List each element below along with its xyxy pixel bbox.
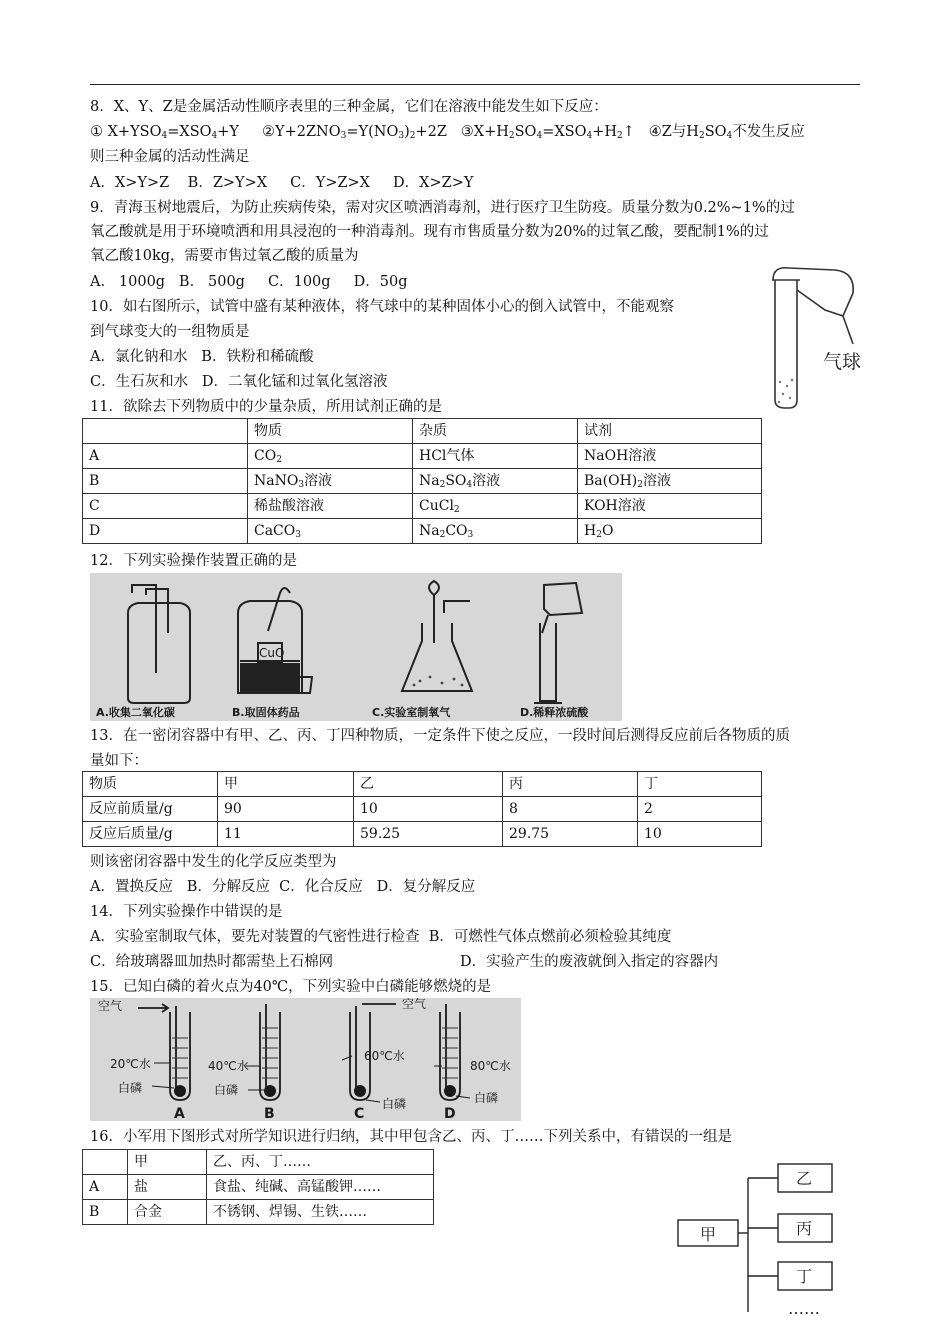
q11-table [82, 418, 762, 544]
table-cell: $Ba(OH)_2$溶液 [578, 469, 762, 494]
table-cell: 11 [218, 822, 354, 847]
table-cell: $Na_2SO_4$溶液 [413, 469, 578, 494]
diagram-branch-2: 丙 [796, 1219, 813, 1238]
table-cell: $Na_2CO_3$ [413, 519, 578, 544]
balloon-label: 气球 [823, 351, 862, 373]
table-cell: 反应后质量/g [83, 822, 218, 847]
phosphorus-label-b: 白磷 [214, 1083, 239, 1097]
q13-line2: 量如下： [90, 753, 148, 769]
table-cell: 59.25 [354, 822, 503, 847]
table-cell: 不锈钢、焊锡、生铁…… [207, 1200, 434, 1225]
table-cell: 90 [218, 797, 354, 822]
q13-table [82, 771, 762, 847]
table-cell: CaCO$_3$ [248, 519, 413, 544]
table-cell: A [83, 1175, 128, 1200]
q9-options: A. 1000g B. 500g C．100g D．50g [90, 274, 408, 290]
table-cell: 乙 [354, 772, 503, 797]
table-cell: NaNO$_3$溶液 [248, 469, 413, 494]
q12-stem: 12．下列实验操作装置正确的是 [90, 553, 297, 569]
q8-stem: 8．X、Y、Z是金属活动性顺序表里的三种金属，它们在溶液中能发生如下反应： [90, 99, 608, 115]
table-row [83, 797, 762, 822]
phosphorus-label-a: 白磷 [118, 1081, 143, 1095]
q13-conclusion: 则该密闭容器中发生的化学反应类型为 [90, 854, 337, 870]
table-row [83, 1200, 434, 1225]
balloon-test-tube-figure [765, 258, 885, 418]
table-cell: 丙 [503, 772, 638, 797]
table-row [83, 1175, 434, 1200]
table-cell: NaOH溶液 [578, 444, 762, 469]
table-cell: B [83, 469, 248, 494]
table-row [83, 494, 762, 519]
diagram-branch-3: 丁 [796, 1267, 813, 1286]
table-row [83, 469, 762, 494]
table-cell: KOH溶液 [578, 494, 762, 519]
q13-options: A．置换反应 B．分解反应 C．化合反应 D．复分解反应 [90, 879, 476, 895]
q8-line3: 则三种金属的活动性满足 [90, 149, 250, 165]
table-cell: 食盐、纯碱、高锰酸钾…… [207, 1175, 434, 1200]
table-cell: 乙、丙、丁…… [207, 1150, 434, 1175]
q16-table [82, 1149, 434, 1225]
table-cell: 杂质 [413, 419, 578, 444]
table-cell: 2 [638, 797, 762, 822]
table-cell: A [83, 444, 248, 469]
water-label-d: 80℃水 [470, 1059, 511, 1073]
q15-stem: 15．已知白磷的着火点为40℃，下列实验中白磷能够燃烧的是 [90, 979, 492, 995]
table-cell: HCl气体 [413, 444, 578, 469]
table-cell: 反应前质量/g [83, 797, 218, 822]
q11-stem: 11．欲除去下列物质中的少量杂质，所用试剂正确的是 [90, 399, 442, 415]
table-cell: 甲 [218, 772, 354, 797]
table-cell [83, 419, 248, 444]
tube-label-a: A [174, 1106, 185, 1121]
q10-options-ab: A．氯化钠和水 B．铁粉和稀硫酸 [90, 349, 314, 365]
q9-line1: 9．青海玉树地震后，为防止疾病传染，需对灾区喷洒消毒剂，进行医疗卫生防疫。质量分数为0.2%~1%的过 [90, 200, 795, 216]
table-cell: 盐 [128, 1175, 207, 1200]
tube-label-c: C [354, 1106, 365, 1121]
cuo-label: CuO [259, 646, 285, 660]
table-row [83, 519, 762, 544]
table-cell: B [83, 1200, 128, 1225]
q13-line1: 13．在一密闭容器中有甲、乙、丙、丁四种物质，一定条件下使之反应，一段时间后测得反应前后各物质的质 [90, 728, 790, 744]
table-cell: 物质 [248, 419, 413, 444]
water-label-b: 40℃水 [208, 1059, 249, 1073]
phosphorus-label-d: 白磷 [474, 1091, 499, 1105]
fig-caption-c: C.实验室制氧气 [372, 706, 451, 719]
air-label-c: 空气 [402, 998, 427, 1011]
table-cell: 试剂 [578, 419, 762, 444]
diagram-branch-1: 乙 [796, 1169, 813, 1188]
table-cell: $H_2O$ [578, 519, 762, 544]
q8-options: A．X>Y>Z B．Z>Y>X C．Y>Z>X D．X>Z>Y [90, 175, 474, 191]
fig-caption-a: A.收集二氧化碳 [96, 706, 175, 719]
q14-option-d: D．实验产生的废液就倒入指定的容器内 [460, 954, 719, 970]
tube-label-d: D [444, 1106, 456, 1121]
table-cell: 丁 [638, 772, 762, 797]
q9-line2: 氧乙酸就是用于环境喷洒和用具浸泡的一种消毒剂。现有市售质量分数为20%的过氧乙酸，要配制1%的过 [90, 224, 769, 240]
table-cell: D [83, 519, 248, 544]
q16-stem: 16．小军用下图形式对所学知识进行归纳，其中甲包含乙、丙、丁……下列关系中，有错误的一组是 [90, 1129, 732, 1145]
water-label-a: 20℃水 [110, 1057, 151, 1071]
table-cell: 8 [503, 797, 638, 822]
q9-line3: 氧乙酸10kg，需要市售过氧乙酸的质量为 [90, 248, 359, 264]
tube-label-b: B [264, 1106, 275, 1121]
table-cell: CuCl$_2$ [413, 494, 578, 519]
q14-options-ab: A．实验室制取气体，要先对装置的气密性进行检查 B．可燃性气体点燃前必须检验其纯度 [90, 929, 672, 945]
table-cell: 29.75 [503, 822, 638, 847]
table-row [83, 822, 762, 847]
table-cell: 稀盐酸溶液 [248, 494, 413, 519]
diagram-more: …… [788, 1299, 820, 1318]
header-rule [90, 84, 860, 85]
q10-line1: 10．如右图所示，试管中盛有某种液体，将气球中的某种固体小心的倒入试管中，不能观察 [90, 299, 674, 315]
table-cell: 物质 [83, 772, 218, 797]
table-cell: C [83, 494, 248, 519]
table-row [83, 1150, 434, 1175]
air-label-a: 空气 [98, 999, 123, 1013]
classification-diagram [672, 1150, 852, 1320]
diagram-root: 甲 [700, 1225, 717, 1244]
q15-phosphorus-figure [90, 998, 521, 1121]
table-cell [83, 1150, 128, 1175]
q10-options-cd: C．生石灰和水 D．二氧化锰和过氧化氢溶液 [90, 374, 388, 390]
q14-option-c: C．给玻璃器皿加热时都需垫上石棉网 [90, 954, 334, 970]
q14-stem: 14．下列实验操作中错误的是 [90, 904, 283, 920]
q10-line2: 到气球变大的一组物质是 [90, 324, 250, 340]
phosphorus-label-c: 白磷 [382, 1097, 407, 1111]
fig-caption-b: B.取固体药品 [232, 706, 300, 719]
table-cell: 合金 [128, 1200, 207, 1225]
table-cell: 10 [638, 822, 762, 847]
q12-apparatus-figure [90, 573, 622, 721]
table-cell: $CO_2$ [248, 444, 413, 469]
fig-caption-d: D.稀释浓硫酸 [520, 706, 589, 719]
table-cell: 甲 [128, 1150, 207, 1175]
table-row [83, 444, 762, 469]
table-row [83, 419, 762, 444]
table-cell: 10 [354, 797, 503, 822]
q8-reactions: ① $X+YSO_4=XSO_4+Y$ $②Y+2ZNO_3=Y(NO_3)_2+2Z$ $③X+H_2SO_4=XSO_4+H_2↑$ ④Z与$H_2SO_4$不发生反应 [90, 124, 805, 141]
table-row [83, 772, 762, 797]
water-label-c: 60℃水 [364, 1049, 405, 1063]
